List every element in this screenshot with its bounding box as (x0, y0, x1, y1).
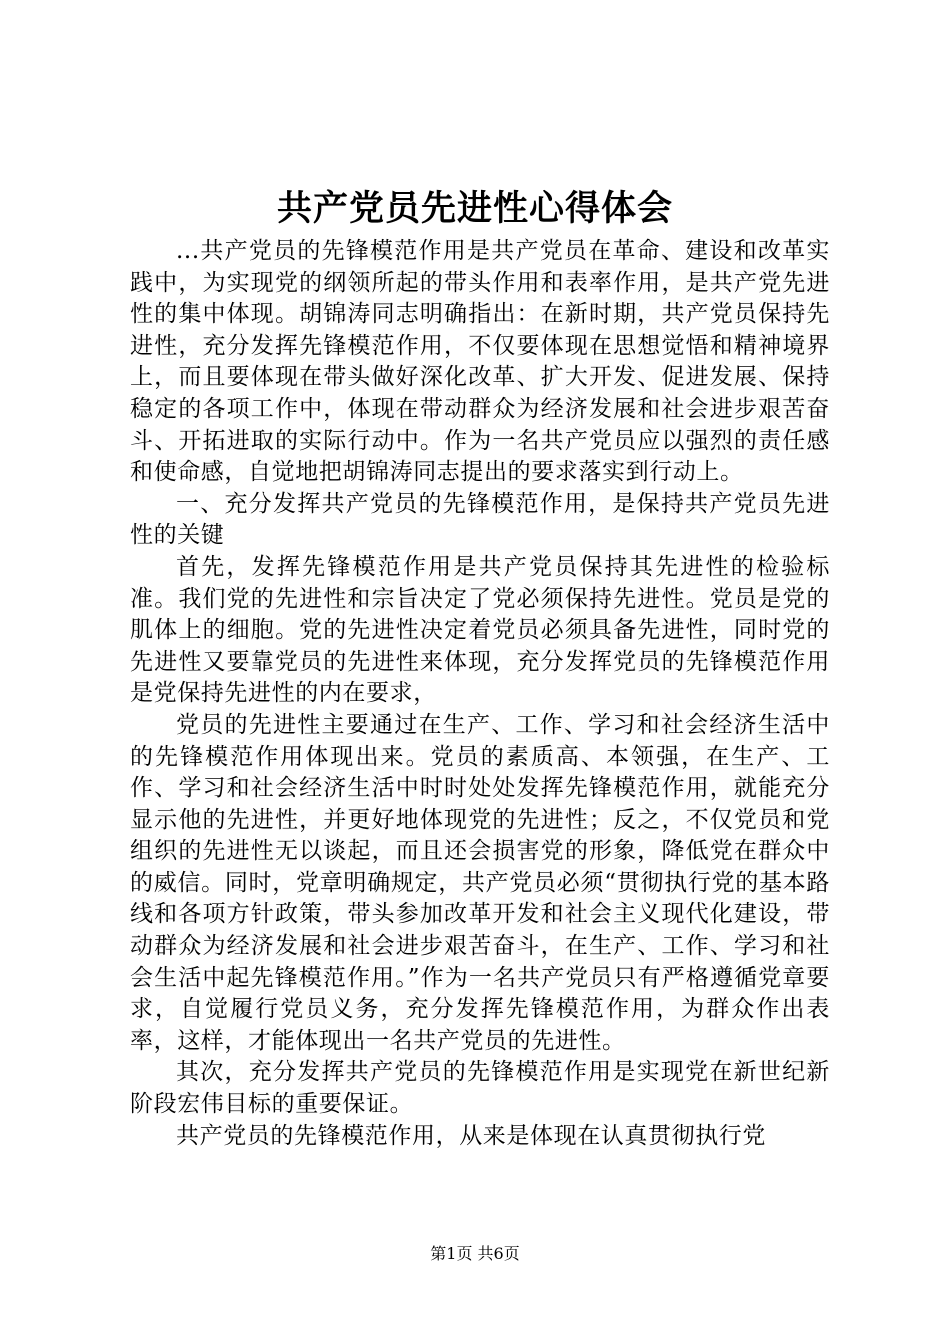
body-paragraph-3: 党员的先进性主要通过在生产、工作、学习和社会经济生活中的先锋模范作用体现出来。党员的素质高、本领强，在生产、工作、学习和社会经济生活中时时处处发挥先锋模范作用，就能充分显示他的先进性，并更好地体现党的先进性；反之，不仅党员和党组织的先进性无以谈起，而且还会损害党的形象，降低党在群众中的威信。同时，党章明确规定，共产党员必须“贯彻执行党的基本路线和各项方针政策，带头参加改革开发和社会主义现代化建设，带动群众为经济发展和社会进步艰苦奋斗，在生产、工作、学习和社会生活中起先锋模范作用。”作为一名共产党员只有严格遵循党章要求，自觉履行党员义务，充分发挥先锋模范作用，为群众作出表率，这样，才能体现出一名共产党员的先进性。 (130, 711, 830, 1054)
body-paragraph-1: ...共产党员的先锋模范作用是共产党员在革命、建设和改革实践中，为实现党的纲领所起的带头作用和表率作用，是共产党先进性的集中体现。胡锦涛同志明确指出：在新时期，共产党员保持先进性，充分发挥先锋模范作用，不仅要体现在思想觉悟和精神境界上，而且要体现在带头做好深化改革、扩大开发、促进发展、保持稳定的各项工作中，体现在带动群众为经济发展和社会进步艰苦奋斗、开拓进取的实际行动中。作为一名共产党员应以强烈的责任感和使命感，自觉地把胡锦涛同志提出的要求落实到行动上。 (130, 238, 830, 486)
document-body (130, 236, 830, 1152)
page-footer: 第1页 共6页 (430, 1244, 520, 1263)
body-paragraph-2: 首先，发挥先锋模范作用是共产党员保持其先进性的检验标准。我们党的先进性和宗旨决定了党必须保持先进性。党员是党的肌体上的细胞。党的先进性决定着党员必须具备先进性，同时党的先进性又要靠党员的先进性来体现，充分发挥党员的先锋模范作用是党保持先进性的内在要求， (130, 553, 830, 707)
document-title: 共产党员先进性心得体会 (276, 188, 673, 229)
body-paragraph-5: 共产党员的先锋模范作用，从来是体现在认真贯彻执行党 (176, 1122, 766, 1149)
body-paragraph-4: 其次，充分发挥共产党员的先锋模范作用是实现党在新世纪新阶段宏伟目标的重要保证。 (130, 1059, 830, 1118)
section-heading-1: 一、充分发挥共产党员的先锋模范作用，是保持共产党员先进性的关键 (130, 490, 830, 549)
